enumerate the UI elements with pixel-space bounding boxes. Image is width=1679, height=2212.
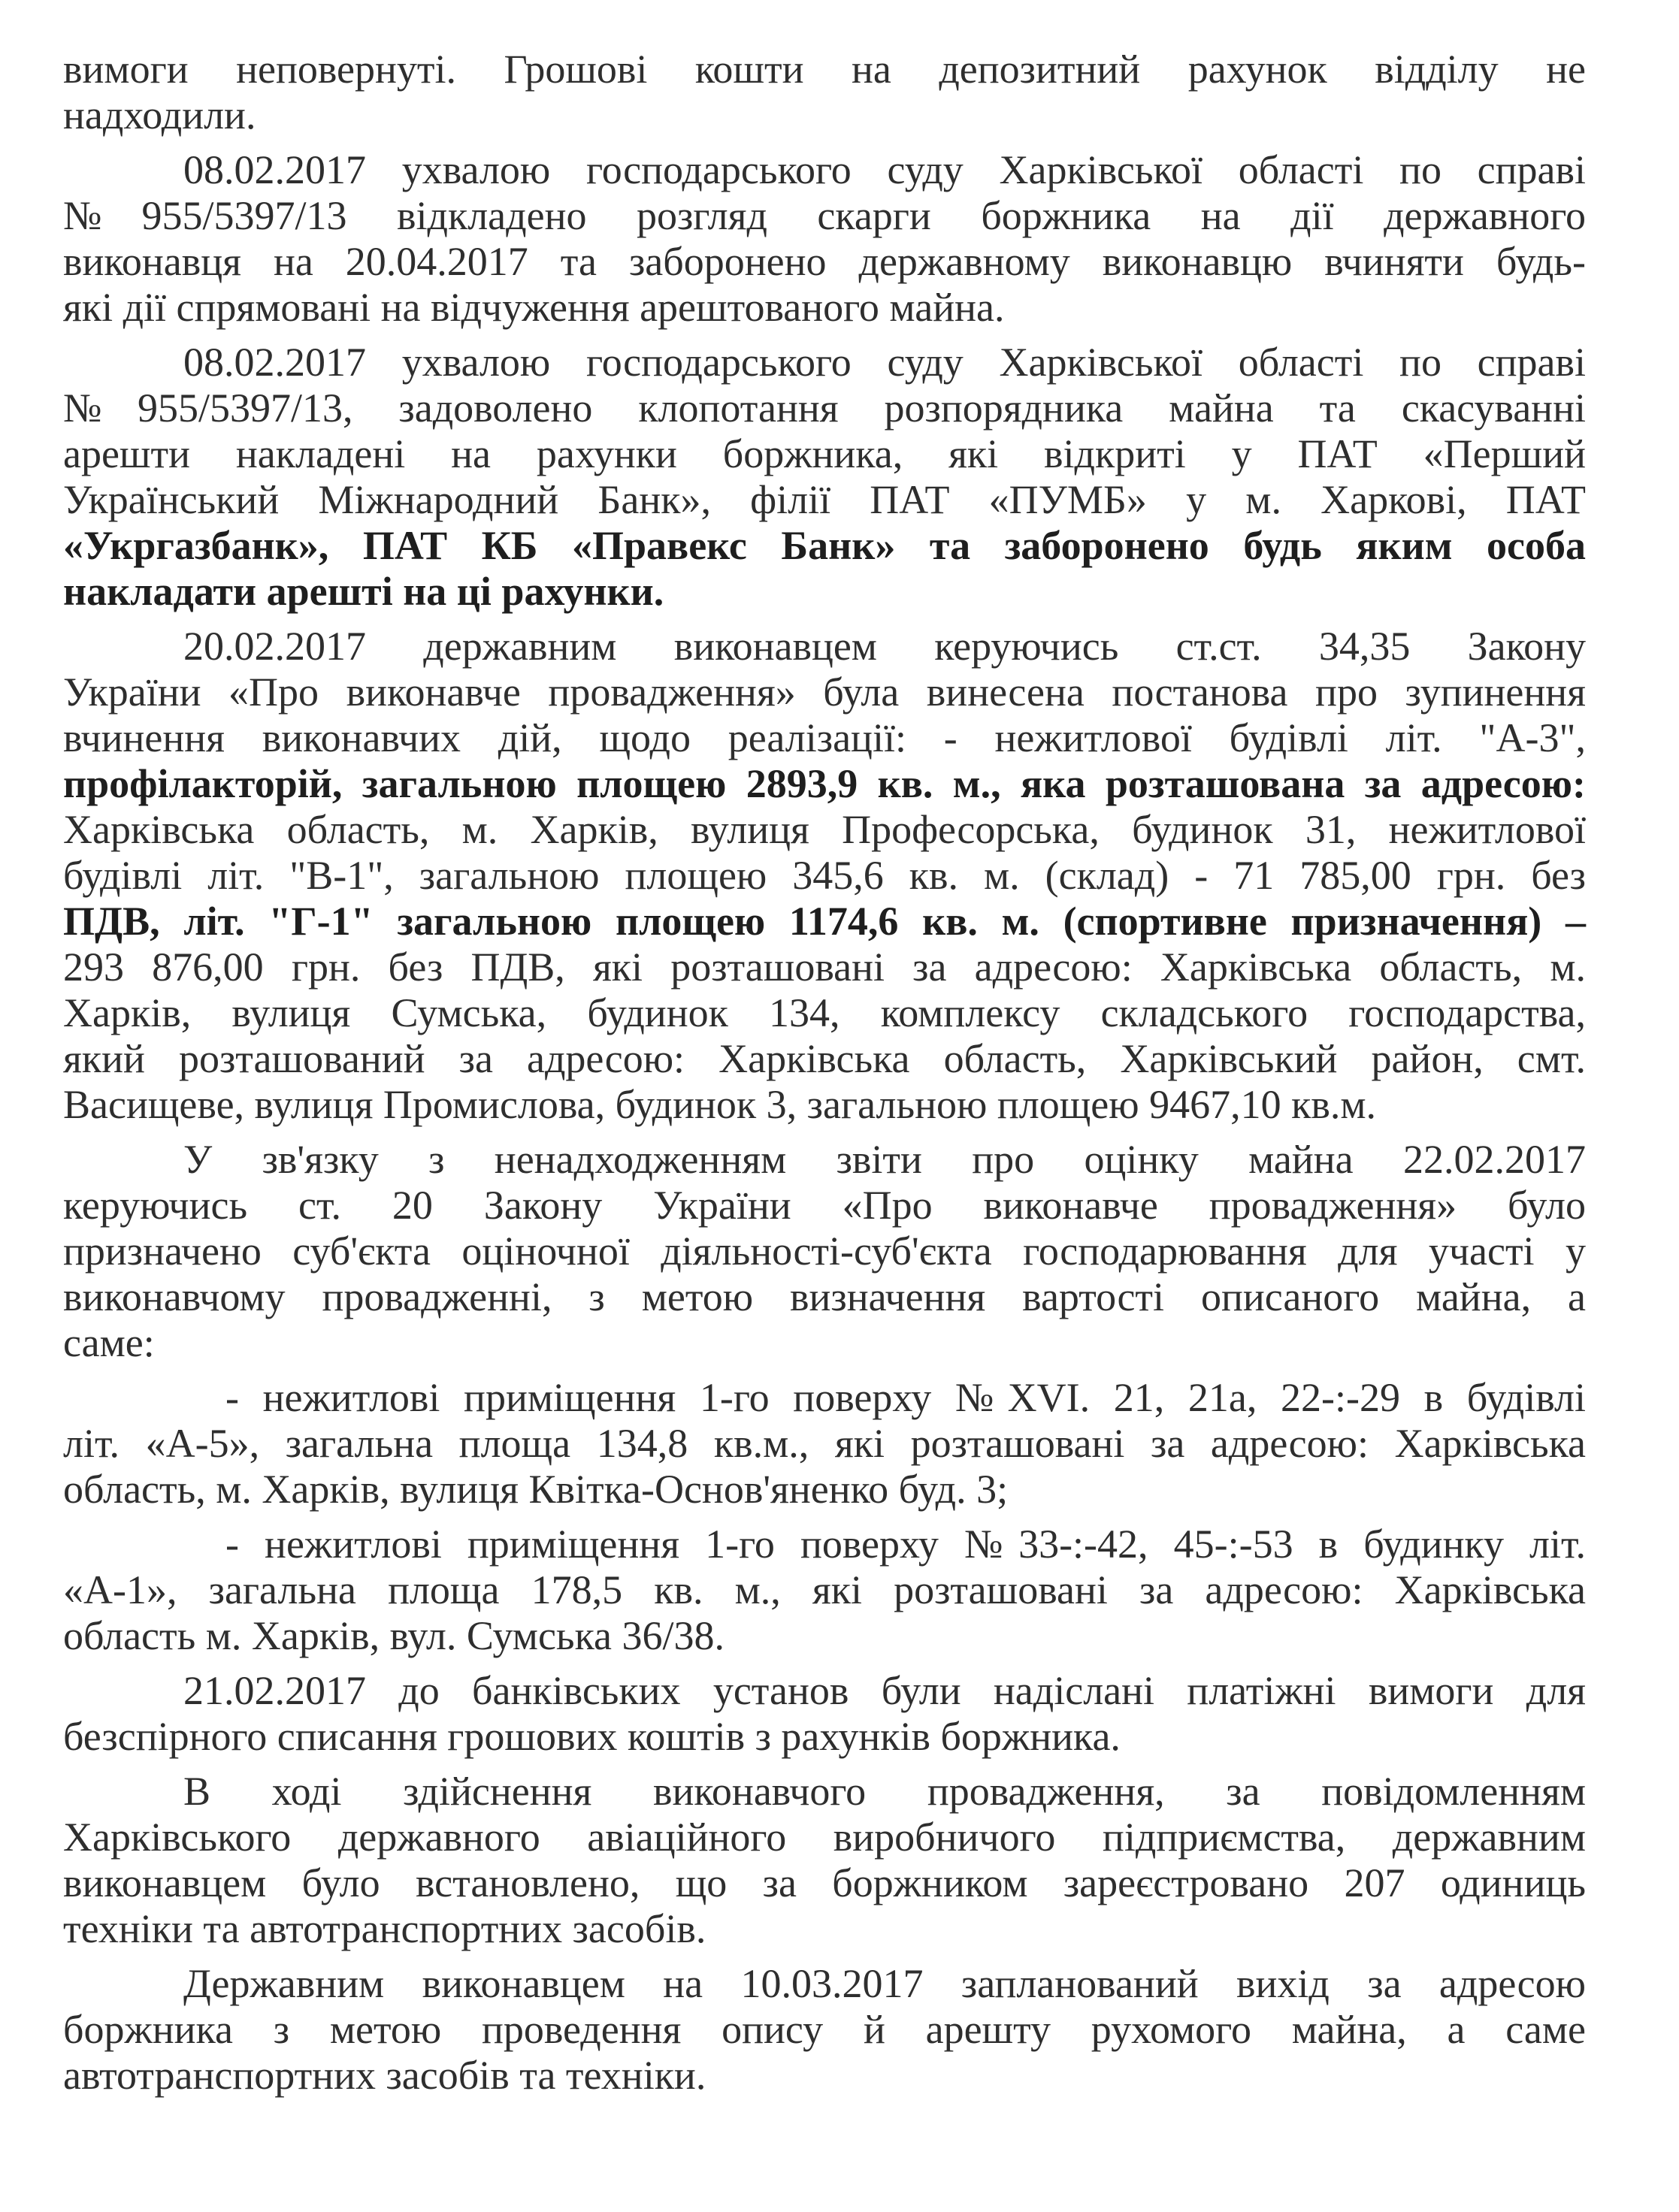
paragraph <box>63 340 1586 615</box>
text-line: область, м. Харків, вулиця Квітка-Основ'яненко буд. 3; <box>63 1467 1009 1512</box>
text-line: які дії спрямовані на відчуження арештованого майна. <box>63 285 1005 330</box>
document-page <box>63 47 1586 2108</box>
paragraph <box>63 624 1586 1128</box>
text-line: Український Міжнародний Банк», філії ПАТ «ПУМБ» у м. Харкові, ПАТ <box>63 477 1586 522</box>
text-line: Харківського державного авіаційного виробничого підприємства, державним <box>63 1815 1586 1860</box>
text-line: надходили. <box>63 92 256 137</box>
text-line: - нежитлові приміщення 1-го поверху №XVI. 21, 21а, 22-:-29 в будівлі <box>225 1375 1586 1420</box>
text-line: 08.02.2017 ухвалою господарського суду Харківської області по справі <box>183 147 1586 192</box>
text-line: Харків, вулиця Сумська, будинок 134, комплексу складського господарства, <box>63 990 1586 1035</box>
text-line: область м. Харків, вул. Сумська 36/38. <box>63 1613 725 1658</box>
text-line: Харківська область, м. Харків, вулиця Професорська, будинок 31, нежитлової <box>63 807 1586 852</box>
text-line: 20.02.2017 державним виконавцем керуючись ст.ст. 34,35 Закону <box>183 624 1586 669</box>
text-line: виконавцем було встановлено, що за боржником зареєстровано 207 одиниць <box>63 1860 1586 1905</box>
paragraph <box>63 1769 1586 1952</box>
text-line: виконавчому провадженні, з метою визначення вартості описаного майна, а <box>63 1274 1586 1319</box>
paragraph <box>63 1137 1586 1366</box>
text-line: «Укргазбанк», ПАТ КБ «Правекс Банк» та заборонено будь яким особа <box>63 523 1586 568</box>
text-line: боржника з метою проведення опису й арешту рухомого майна, а саме <box>63 2007 1586 2052</box>
text-line: саме: <box>63 1320 155 1365</box>
text-line: 08.02.2017 ухвалою господарського суду Харківської області по справі <box>183 340 1586 385</box>
paragraph <box>63 147 1586 331</box>
text-line: 293 876,00 грн. без ПДВ, які розташовані за адресою: Харківська область, м. <box>63 944 1586 990</box>
paragraph <box>63 1522 1586 1659</box>
text-line: профілакторій, загальною площею 2893,9 кв. м., яка розташована за адресою: <box>63 761 1586 806</box>
text-line: Державним виконавцем на 10.03.2017 запланований вихід за адресою <box>183 1961 1586 2006</box>
text-line: «А-1», загальна площа 178,5 кв. м., які розташовані за адресою: Харківська <box>63 1567 1586 1612</box>
text-line: вимоги неповернуті. Грошові кошти на депозитний рахунок відділу не <box>63 47 1586 92</box>
text-line: призначено суб'єкта оціночної діяльності-суб'єкта господарювання для участі у <box>63 1228 1586 1274</box>
text-line: літ. «А-5», загальна площа 134,8 кв.м., які розташовані за адресою: Харківська <box>63 1421 1586 1466</box>
text-line: В ході здійснення виконавчого провадження, за повідомленням <box>183 1769 1586 1814</box>
text-line: №955/5397/13 відкладено розгляд скарги боржника на дії державного <box>63 193 1586 238</box>
paragraph <box>63 1961 1586 2099</box>
text-line: техніки та автотранспортних засобів. <box>63 1906 706 1951</box>
text-line: 21.02.2017 до банківських установ були надіслані платіжні вимоги для <box>183 1668 1586 1713</box>
text-line: безспірного списання грошових коштів з рахунків боржника. <box>63 1714 1121 1759</box>
text-line: України «Про виконавче провадження» була винесена постанова про зупинення <box>63 669 1586 715</box>
text-line: Васищеве, вулиця Промислова, будинок 3, загальною площею 9467,10 кв.м. <box>63 1082 1376 1127</box>
paragraph <box>63 1375 1586 1512</box>
text-line: - нежитлові приміщення 1-го поверху №33-:-42, 45-:-53 в будинку літ. <box>225 1522 1586 1567</box>
text-line: керуючись ст. 20 Закону України «Про виконавче провадження» було <box>63 1183 1586 1228</box>
paragraph <box>63 1668 1586 1760</box>
text-line: накладати арешті на ці рахунки. <box>63 569 664 614</box>
text-line: ПДВ, літ. "Г-1" загальною площею 1174,6 кв. м. (спортивне призначення) – <box>63 899 1586 944</box>
text-line: арешти накладені на рахунки боржника, які відкриті у ПАТ «Перший <box>63 431 1586 476</box>
text-line: який розташований за адресою: Харківська область, Харківський район, смт. <box>63 1036 1586 1081</box>
text-line: №955/5397/13, задоволено клопотання розпорядника майна та скасуванні <box>63 385 1586 431</box>
text-line: виконавця на 20.04.2017 та заборонено державному виконавцю вчиняти будь- <box>63 239 1586 284</box>
text-line: будівлі літ. "В-1", загальною площею 345,6 кв. м. (склад) - 71 785,00 грн. без <box>63 853 1586 898</box>
paragraph <box>63 47 1586 138</box>
text-line: автотранспортних засобів та техніки. <box>63 2053 706 2098</box>
text-line: У зв'язку з ненадходженням звіти про оцінку майна 22.02.2017 <box>183 1137 1586 1182</box>
text-line: вчинення виконавчих дій, щодо реалізації: - нежитлової будівлі літ. "А-3", <box>63 715 1586 760</box>
